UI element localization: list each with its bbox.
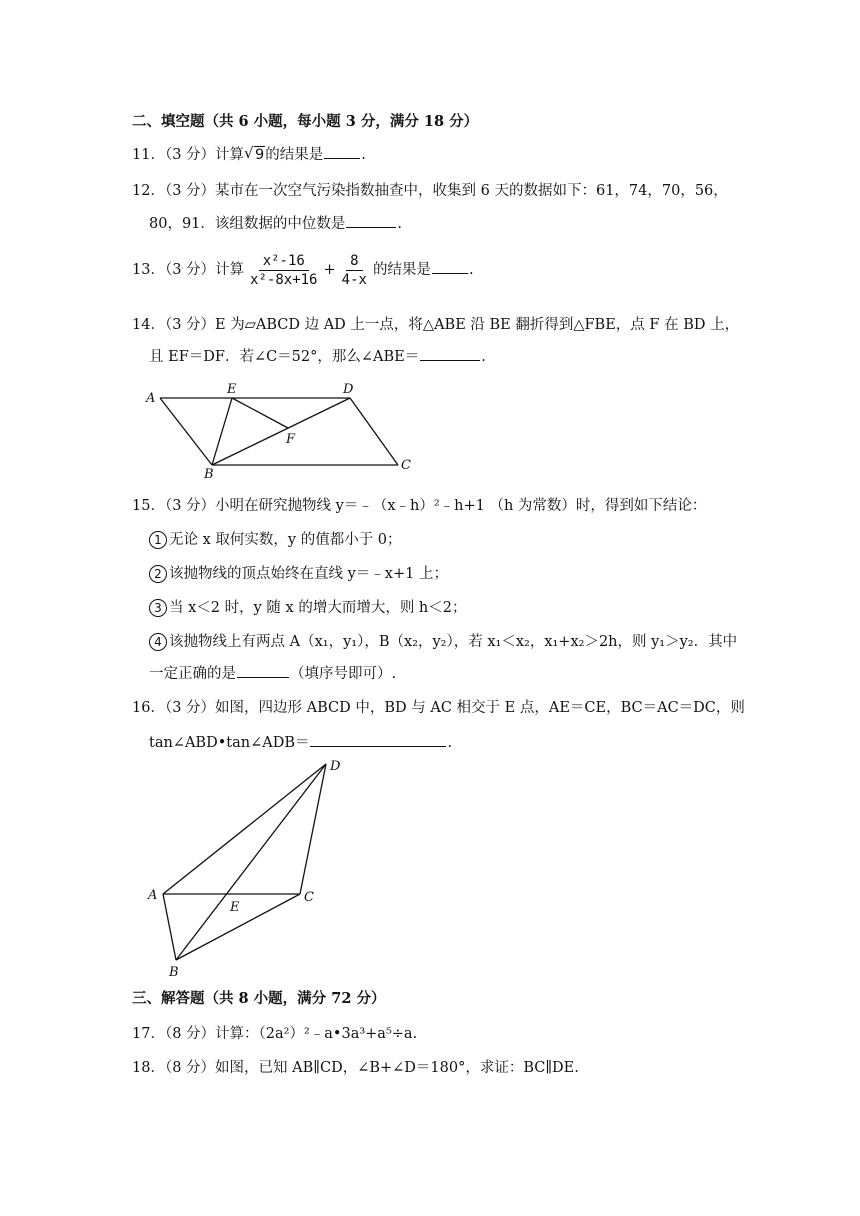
fraction-1-denominator: x²-8x+16	[250, 271, 318, 288]
q15-item-3-text: 当 x＜2 时，y 随 x 的增大而增大，则 h＜2；	[169, 600, 467, 616]
q14-answer-blank[interactable]	[420, 346, 480, 361]
fraction-2	[338, 252, 371, 289]
plus-sign: +	[323, 262, 336, 278]
q13-suffix: 的结果是	[372, 262, 431, 278]
q11-prefix: 11．（3 分）计算	[132, 147, 245, 163]
q15-item-2	[149, 563, 448, 585]
question-13	[132, 250, 474, 290]
q13-prefix: 13．（3 分）计算	[132, 262, 245, 278]
question-18: 18．（8 分）如图，已知 AB∥CD，∠B+∠D＝180°，求证：BC∥DE.	[132, 1060, 579, 1076]
fraction-1-numerator: x²-16	[259, 252, 309, 271]
q15-item-1	[149, 529, 402, 551]
q15-last-end: （填序号即可）.	[290, 666, 397, 682]
question-11	[132, 144, 366, 166]
fraction-2-numerator: 8	[346, 252, 362, 271]
label-E: E	[230, 900, 240, 915]
question-15-line1: 15．（3 分）小明在研究抛物线 y＝﹣（x﹣h）²﹣h+1 （h 为常数）时，得到如下结论：	[132, 498, 707, 514]
section-heading-solutions: 三、解答题（共 8 小题，满分 72 分）	[132, 990, 386, 1007]
label-B: B	[169, 965, 179, 980]
q12-end: .	[397, 216, 403, 232]
q14-text: 且 EF＝DF．若∠C＝52°，那么∠ABE＝	[149, 349, 420, 365]
label-C: C	[304, 890, 314, 905]
circled-number-1: 1	[149, 531, 167, 549]
circled-number-3: 3	[149, 599, 167, 617]
label-A: A	[148, 888, 158, 903]
segment-EB	[212, 398, 232, 465]
segment-AB	[163, 894, 176, 960]
q11-suffix: 的结果是	[265, 147, 324, 163]
parallelogram-figure	[140, 378, 420, 478]
section-heading-fill-in: 二、填空题（共 6 小题，每小题 3 分，满分 18 分）	[132, 113, 479, 130]
circled-number-4: 4	[149, 633, 167, 651]
q11-answer-blank[interactable]	[324, 144, 360, 159]
sqrt-symbol: √ 9	[244, 144, 265, 163]
q12-answer-blank[interactable]	[346, 213, 396, 228]
quadrilateral-figure	[140, 756, 350, 982]
q16-answer-blank[interactable]	[310, 732, 446, 747]
q15-item-2-text: 该抛物线的顶点始终在直线 y＝﹣x+1 上；	[169, 566, 448, 582]
q13-end: .	[468, 262, 474, 278]
question-16-line1: 16．（3 分）如图，四边形 ABCD 中，BD 与 AC 相交于 E 点，AE＝CE，BC＝AC＝DC，则	[132, 700, 745, 716]
segment-CD	[300, 764, 326, 894]
q16-end: .	[447, 735, 453, 751]
fraction-1	[246, 252, 321, 289]
q11-radicand: 9	[255, 147, 265, 163]
q16-text: tan∠ABD•tan∠ADB＝	[149, 735, 310, 751]
question-14-line2	[149, 346, 486, 368]
q11-end: .	[361, 147, 366, 163]
label-D: D	[330, 759, 341, 774]
segment-BD	[176, 764, 326, 960]
q15-item-4	[149, 631, 737, 653]
segment-AB	[160, 398, 212, 465]
question-12-line1: 12．（3 分）某市在一次空气污染指数抽查中，收集到 6 天的数据如下：61，74，70，56，	[132, 183, 728, 199]
question-16-line2	[149, 732, 452, 754]
label-C: C	[401, 458, 411, 473]
q15-item-1-text: 无论 x 取何实数，y 的值都小于 0；	[169, 532, 402, 548]
segment-AD	[163, 764, 326, 894]
question-12-line2	[149, 213, 402, 235]
q14-end: .	[481, 349, 486, 365]
label-E: E	[227, 382, 237, 397]
q15-last-text: 一定正确的是	[149, 666, 236, 682]
question-15-last-line	[149, 663, 396, 685]
label-A: A	[146, 391, 156, 406]
q12-text: 80，91．该组数据的中位数是	[149, 216, 346, 232]
label-B: B	[204, 467, 214, 478]
q15-item-4-text: 该抛物线上有两点 A（x₁，y₁），B（x₂，y₂），若 x₁＜x₂，x₁+x₂＞2h，则 y₁＞y₂．其中	[169, 634, 738, 650]
segment-DC	[350, 398, 398, 465]
question-17: 17．（8 分）计算：（2a²）²﹣a•3a³+a⁵÷a.	[132, 1026, 418, 1042]
label-F: F	[286, 432, 296, 447]
question-14-line1: 14．（3 分）E 为▱ABCD 边 AD 上一点，将△ABE 沿 BE 翻折得到△FBE，点 F 在 BD 上，	[132, 317, 740, 333]
circled-number-2: 2	[149, 565, 167, 583]
fraction-2-denominator: 4-x	[341, 271, 367, 288]
q15-item-3	[149, 597, 467, 619]
segment-BD	[212, 398, 350, 465]
q15-answer-blank[interactable]	[237, 663, 289, 678]
q13-answer-blank[interactable]	[432, 259, 468, 274]
segment-EF	[232, 398, 288, 428]
label-D: D	[343, 382, 354, 397]
